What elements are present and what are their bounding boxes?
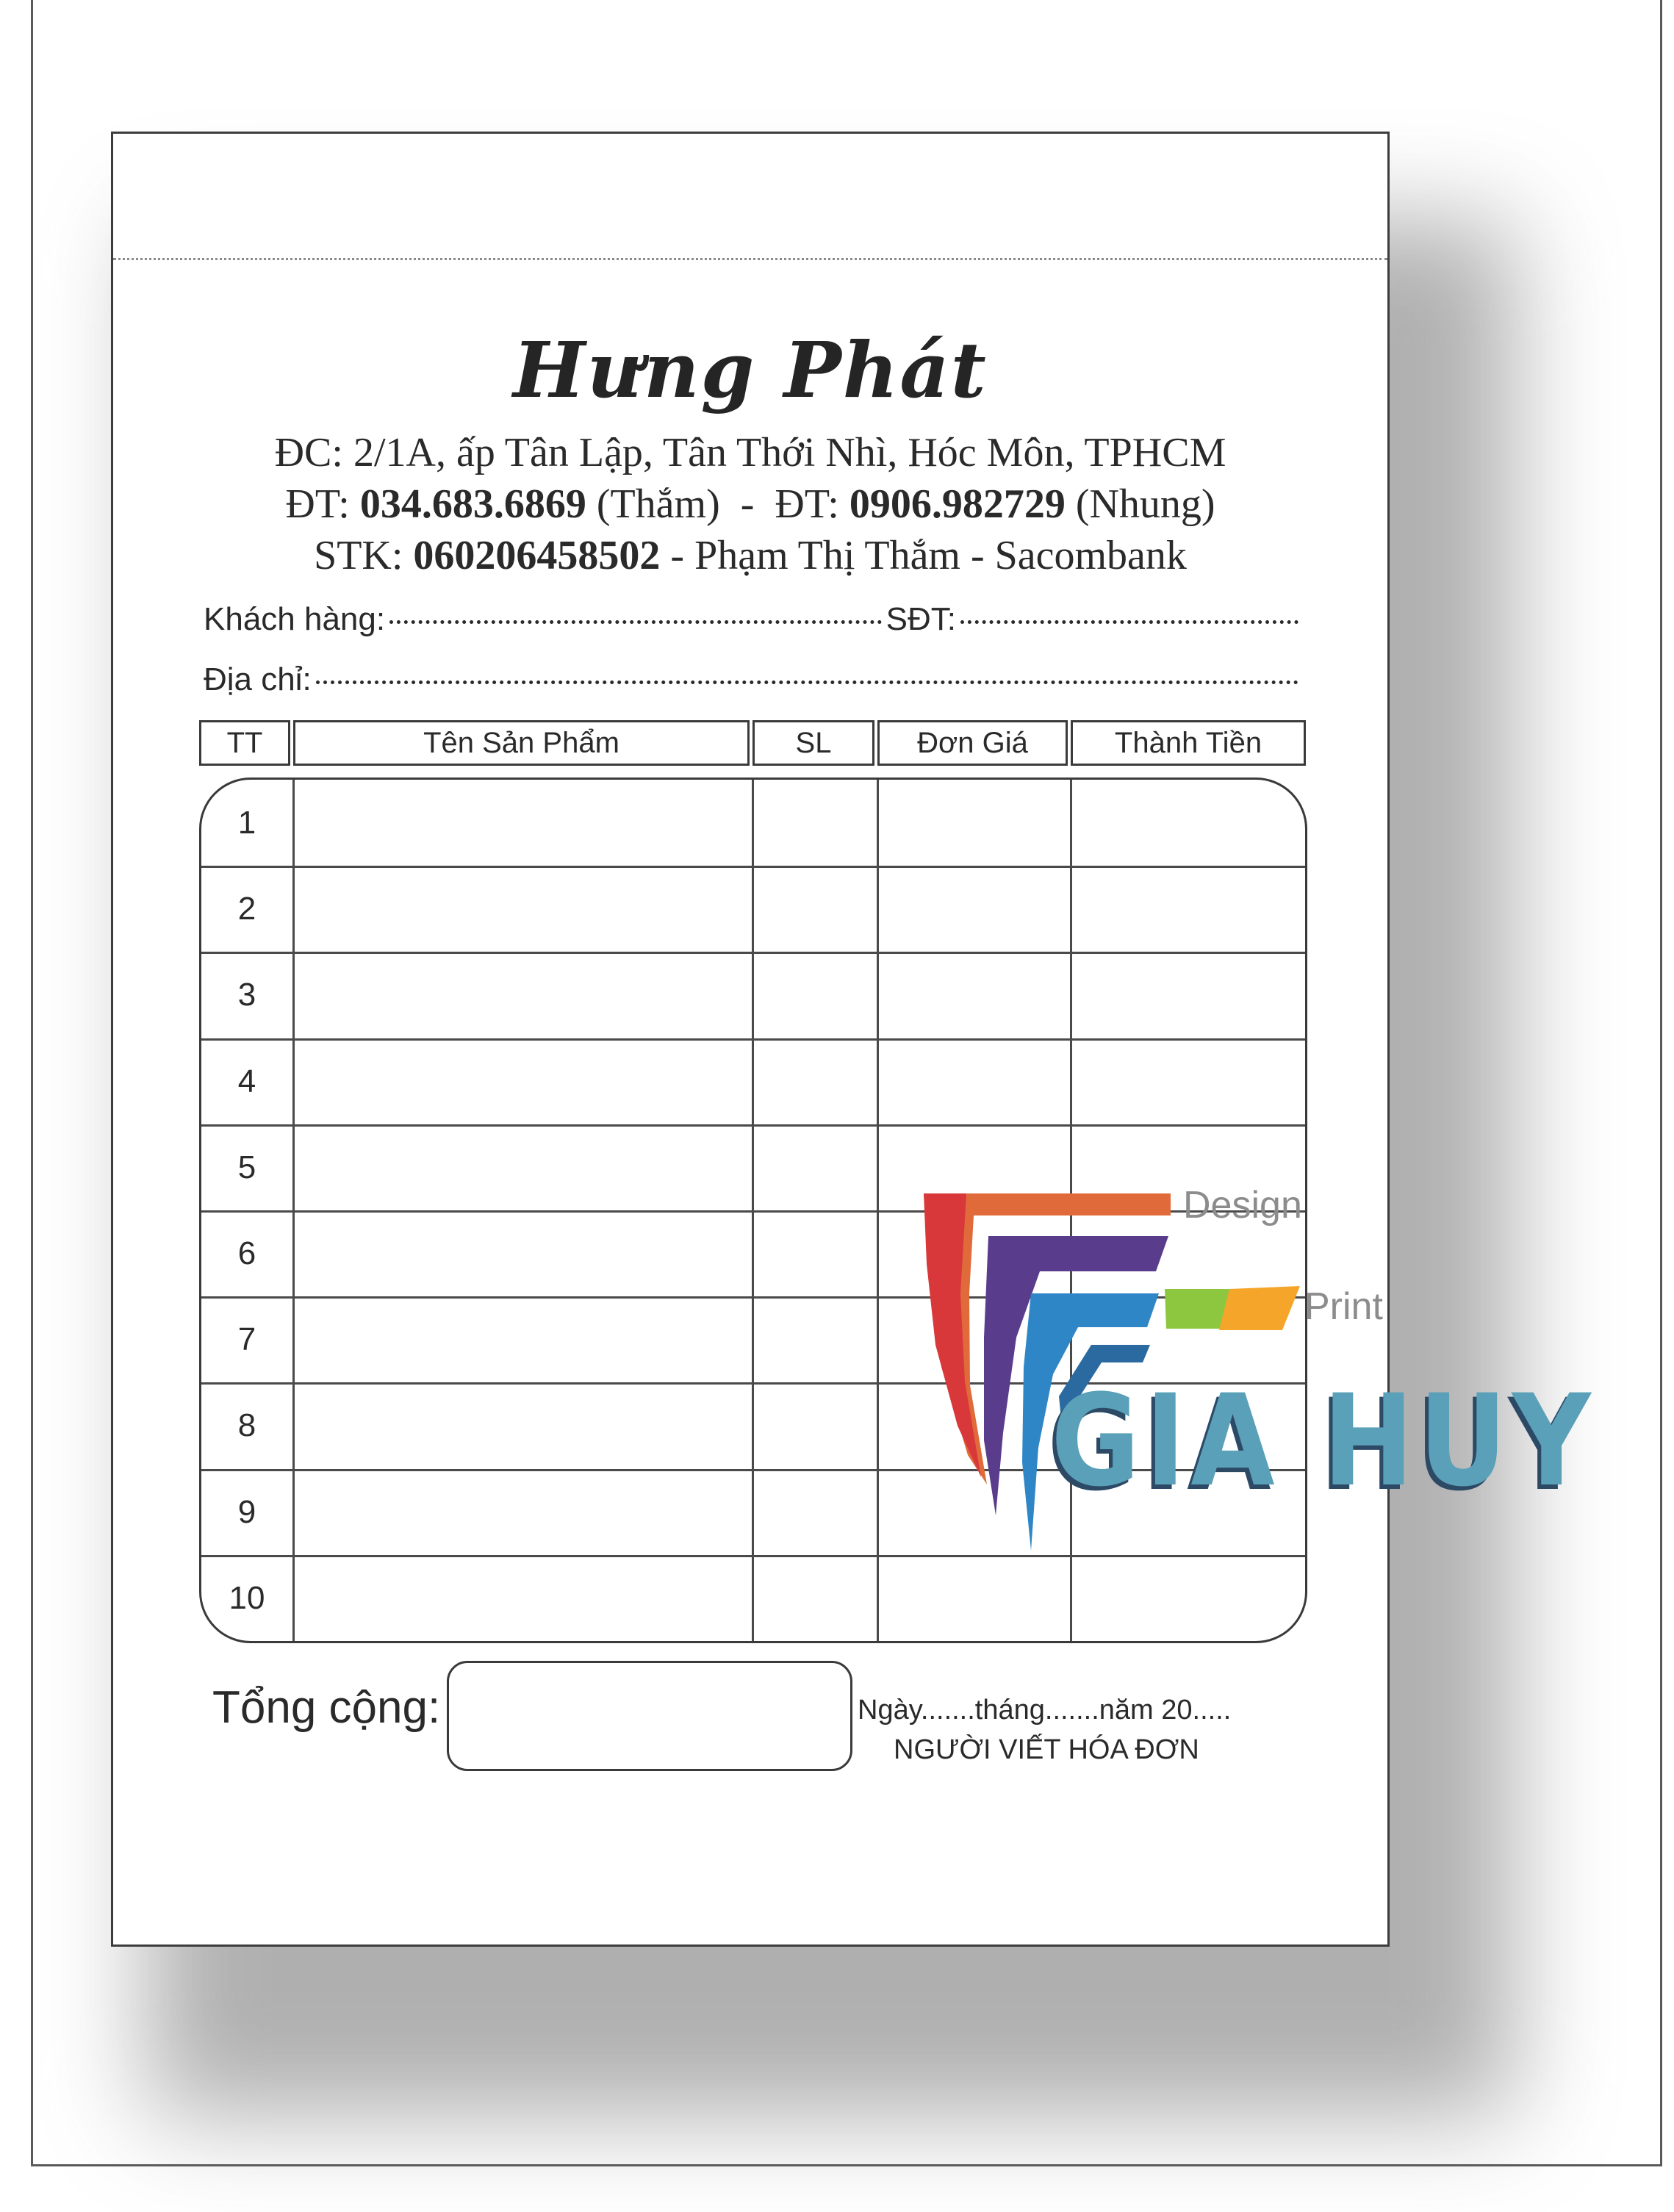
address-field-line	[204, 661, 1303, 698]
customer-label: Khách hàng:	[204, 601, 386, 637]
phone-name-2: (Nhung)	[1065, 481, 1215, 527]
table-row-number: 3	[237, 977, 256, 1013]
row-divider	[201, 866, 1305, 868]
header-amount: Thành Tiền	[1071, 720, 1306, 766]
phone-dotted-field	[960, 620, 1298, 624]
table-row-number: 8	[237, 1407, 256, 1444]
table-row-number: 10	[229, 1579, 265, 1616]
total-box	[447, 1661, 852, 1771]
bank-rest: - Phạm Thị Thắm - Sacombank	[660, 533, 1187, 578]
phone-label-1: ĐT:	[285, 481, 360, 527]
row-divider	[201, 1124, 1305, 1127]
bank-account: 060206458502	[413, 533, 661, 578]
signer-label: NGƯỜI VIẾT HÓA ĐƠN	[894, 1734, 1199, 1765]
phone-number-2: 0906.982729	[849, 481, 1066, 527]
bank-line	[113, 532, 1387, 579]
address-field-label: Địa chỉ:	[204, 661, 312, 697]
gia-huy-watermark	[922, 1183, 1672, 1565]
logo-name: GIA HUY	[1051, 1367, 1596, 1515]
address-dotted-field	[316, 681, 1298, 684]
table-header	[199, 720, 1306, 766]
phone-line	[113, 481, 1387, 528]
table-row-number: 1	[237, 805, 256, 841]
table-row-number: 2	[237, 891, 256, 927]
row-divider	[201, 952, 1305, 954]
address-line: ĐC: 2/1A, ấp Tân Lập, Tân Thới Nhì, Hóc Môn, TPHCM	[274, 430, 1226, 475]
logo-word-design: Design	[1183, 1184, 1302, 1227]
phone-name-1: (Thắm) -	[586, 481, 775, 527]
table-row-number: 5	[237, 1149, 256, 1185]
phone-field-label: SĐT:	[886, 601, 956, 637]
table-row-number: 6	[237, 1235, 256, 1271]
total-label: Tổng cộng:	[212, 1682, 441, 1733]
customer-dotted-field	[389, 620, 882, 624]
header-product: Tên Sản Phẩm	[293, 720, 750, 766]
bank-label: STK:	[314, 533, 414, 578]
phone-number-1: 034.683.6869	[359, 481, 586, 527]
perforation-line	[113, 258, 1387, 260]
table-row-number: 4	[237, 1063, 256, 1099]
header-qty: SL	[752, 720, 874, 766]
customer-line	[204, 601, 1303, 638]
date-line: Ngày.......tháng.......năm 20.....	[858, 1695, 1232, 1726]
logo-word-print: Print	[1304, 1285, 1383, 1328]
row-divider	[201, 1038, 1305, 1041]
header-tt: TT	[199, 720, 290, 766]
header-unit-price: Đơn Giá	[877, 720, 1068, 766]
brand-title: Hưng Phát	[513, 325, 988, 415]
table-row-number: 9	[237, 1493, 256, 1530]
phone-label-2: ĐT:	[775, 481, 849, 527]
table-row-number: 7	[237, 1321, 256, 1358]
invoice-sheet	[111, 132, 1390, 1947]
